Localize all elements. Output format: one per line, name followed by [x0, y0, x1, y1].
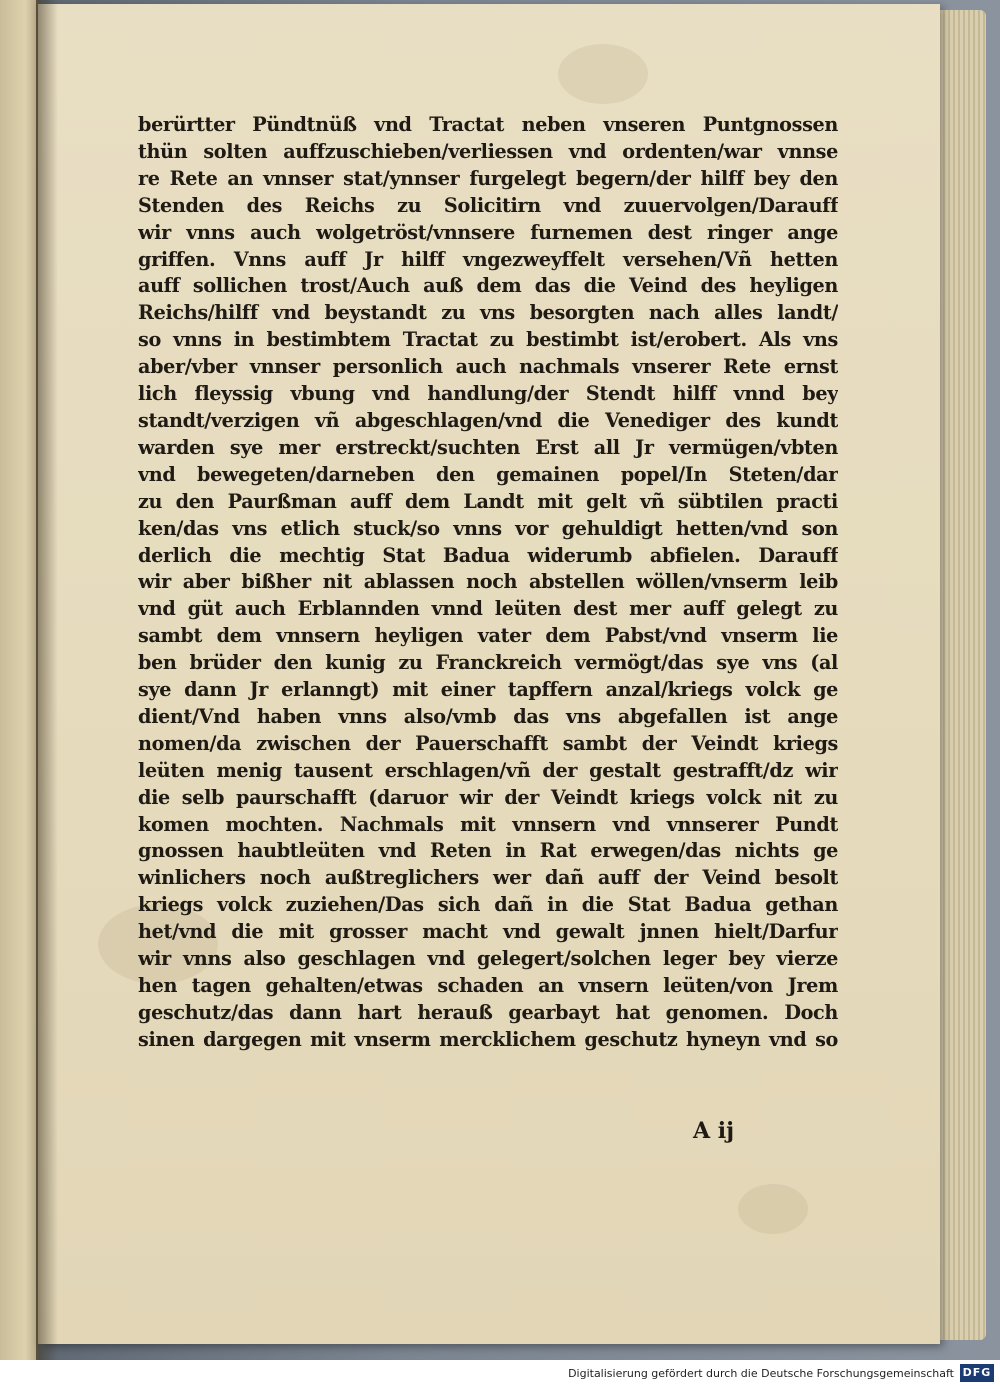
- book-page: [38, 4, 940, 1344]
- dfg-logo: DFG: [960, 1364, 994, 1382]
- paper-stain: [558, 44, 648, 104]
- text-line: zu den Paurßman auff dem Landt mit gelt vñ sübtilen practi: [138, 489, 838, 513]
- text-line: lich fleyssig vbung vnd handlung/der Stendt hilff vnnd bey: [138, 382, 838, 406]
- text-line: aber/vber vnnser personlich auch nachmals vnserer Rete ernst: [138, 355, 838, 379]
- text-line: berürtter Pündtnüß vnd Tractat neben vnseren Puntgnossen: [138, 113, 838, 136]
- text-line: sye dann Jr erlanngt) mit einer tapffern anzal/kriegs volck ge: [138, 678, 838, 702]
- text-line: standt/verzigen vñ abgeschlagen/vnd die Venediger des kundt: [138, 408, 838, 432]
- text-line: winlichers noch außtreglichers wer dañ auff der Veind besolt: [138, 866, 838, 890]
- text-line: ben brüder den kunig zu Franckreich vermögt/das sye vns (al: [138, 651, 838, 675]
- text-line: vnd bewegeten/darneben den gemainen popel/In Steten/dar: [138, 462, 838, 486]
- text-line: kriegs volck zuziehen/Das sich dañ in die Stat Badua gethan: [138, 893, 838, 917]
- text-line: griffen. Vnns auff Jr hilff vngezweyffelt versehen/Vñ hetten: [138, 247, 838, 271]
- text-line: Reichs/hilff vnd beystandt zu vns besorgten nach alles landt/: [138, 301, 838, 325]
- text-line: wir vnns auch wolgetröst/vnnsere furnemen dest ringer ange: [138, 220, 838, 244]
- text-line: ken/das vns etlich stuck/so vnns vor gehuldigt hetten/vnd son: [138, 516, 838, 540]
- text-line: leüten menig tausent erschlagen/vñ der gestalt gestrafft/dz wir: [138, 758, 838, 782]
- text-line: re Rete an vnnser stat/ynnser furgelegt begern/der hilff bey den: [138, 166, 838, 190]
- facing-page-edge: [0, 0, 38, 1360]
- blackletter-text-block: [138, 112, 838, 1054]
- footer-credit: Digitalisierung gefördert durch die Deutsche Forschungsgemeinschaft: [568, 1367, 954, 1380]
- text-line: hen tagen gehalten/etwas schaden an vnsern leüten/von Jrem: [138, 974, 838, 997]
- text-line: Stenden des Reichs zu Solicitirn vnd zuuervolgen/Darauff: [138, 193, 838, 217]
- text-line: sambt dem vnnsern heyligen vater dem Pabst/vnd vnserm lie: [138, 624, 838, 648]
- text-line: so vnns in bestimbtem Tractat zu bestimbt ist/erobert. Als vns: [138, 328, 838, 352]
- text-line: gnossen haubtleüten vnd Reten in Rat erwegen/das nichts ge: [138, 839, 838, 863]
- signature-mark: A ij: [693, 1118, 735, 1144]
- text-line: auff sollichen trost/Auch auß dem das die Veind des heyligen: [138, 274, 838, 298]
- footer-bar: [0, 1360, 1000, 1389]
- text-line: komen mochten. Nachmals mit vnnsern vnd vnnserer Pundt: [138, 812, 838, 836]
- text-line: geschutz/das dann hart herauß gearbayt hat genomen. Doch: [138, 1000, 838, 1024]
- text-line: vnd güt auch Erblannden vnnd leüten dest mer auff gelegt zu: [138, 597, 838, 621]
- text-line: sinen dargegen mit vnserm mercklichem geschutz hyneyn vnd so: [138, 1027, 838, 1051]
- text-line: derlich die mechtig Stat Badua widerumb abfielen. Darauff: [138, 543, 838, 567]
- text-line: het/vnd die mit grosser macht vnd gewalt jnnen hielt/Darfur: [138, 920, 838, 944]
- paper-stain: [738, 1184, 808, 1234]
- text-line: dient/Vnd haben vnns also/vmb das vns abgefallen ist ange: [138, 704, 838, 728]
- text-line: wir aber bißher nit ablassen noch abstellen wöllen/vnserm leib: [138, 570, 838, 594]
- text-line: wir vnns also geschlagen vnd gelegert/solchen leger bey vierze: [138, 947, 838, 971]
- text-line: die selb paurschafft (daruor wir der Veindt kriegs volck nit zu: [138, 785, 838, 809]
- text-line: nomen/da zwischen der Pauerschafft sambt der Veindt kriegs: [138, 731, 838, 755]
- text-line: warden sye mer erstreckt/suchten Erst all Jr vermügen/vbten: [138, 435, 838, 459]
- gutter-shadow: [36, 0, 58, 1360]
- text-line: thün solten auffzuschieben/verliessen vnd ordenten/war vnnse: [138, 139, 838, 163]
